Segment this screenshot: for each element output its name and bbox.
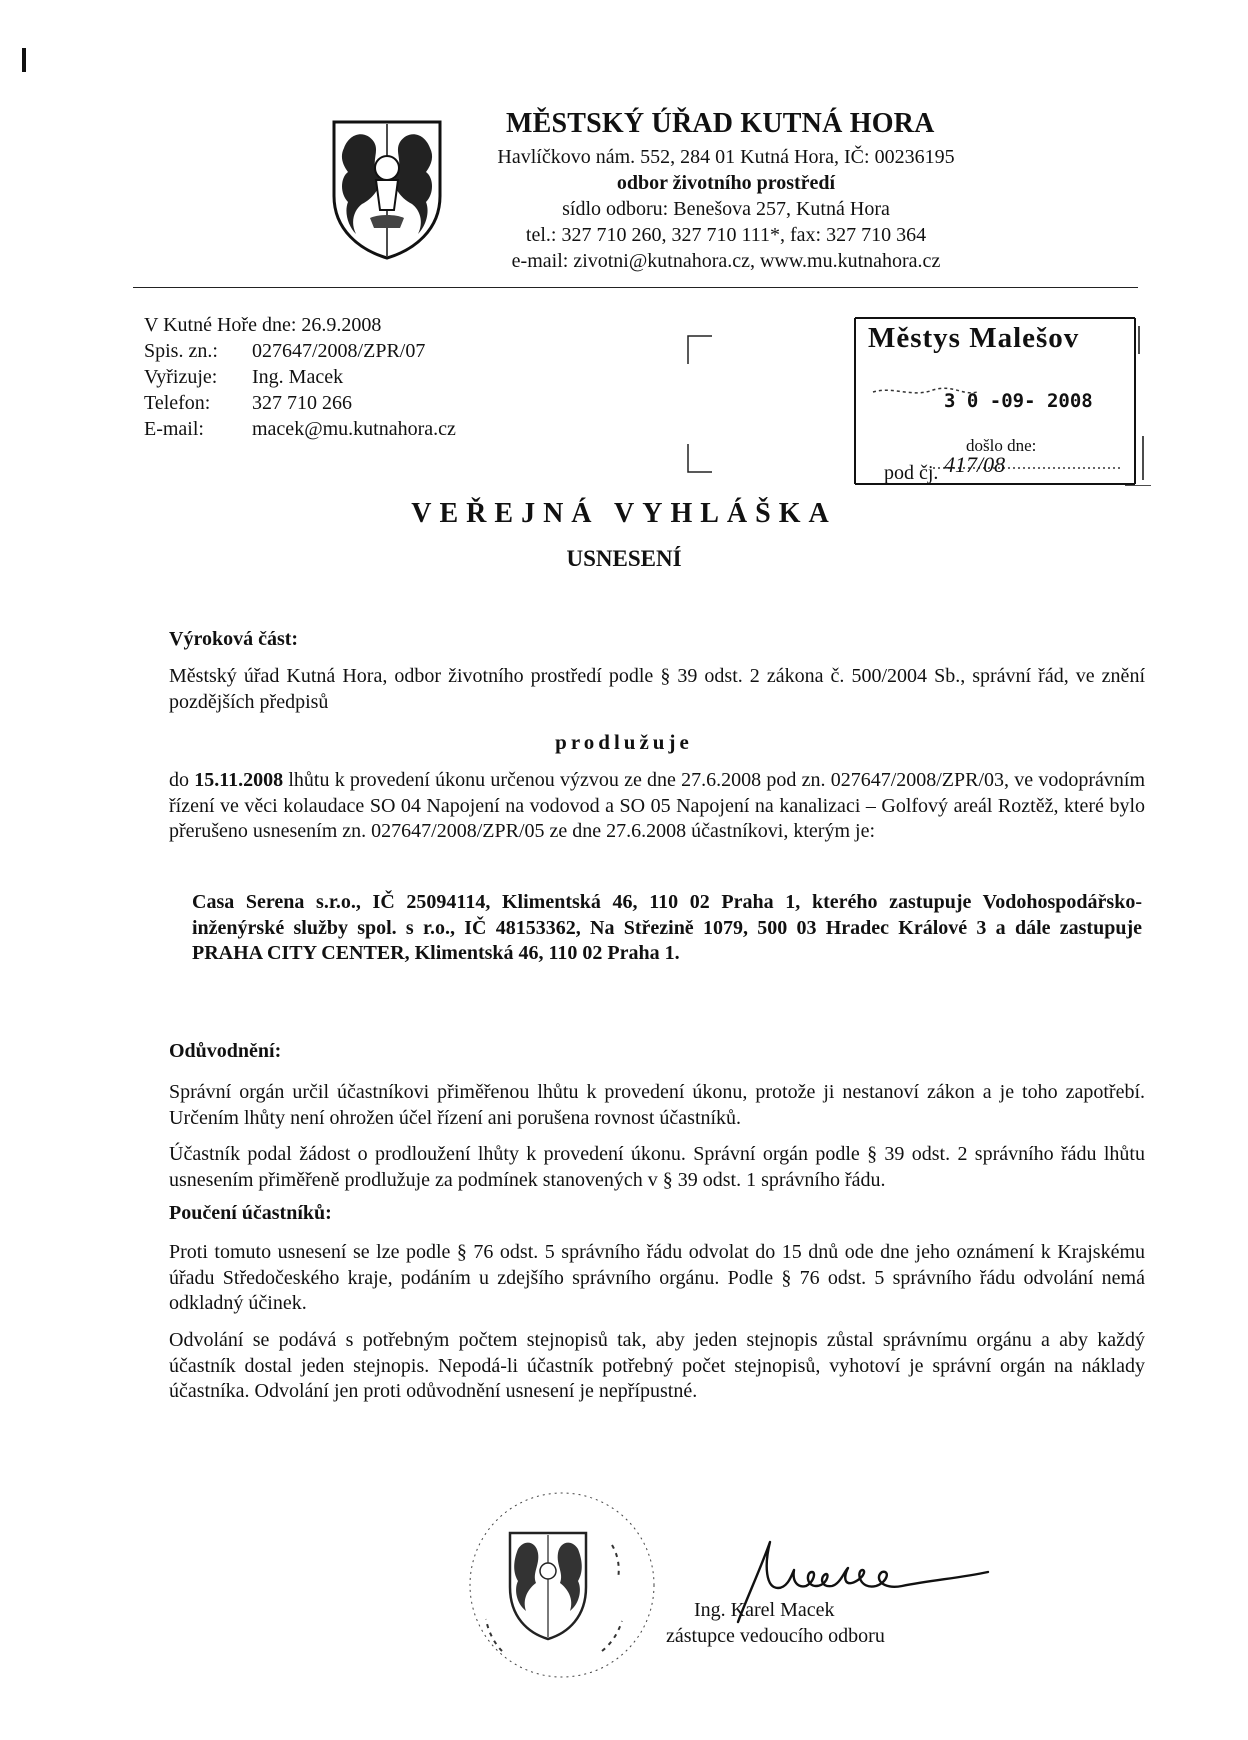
meta-value: 027647/2008/ZPR/07 — [252, 340, 426, 362]
operative-body — [169, 768, 1145, 845]
instruction-paragraph-1: Proti tomuto usnesení se lze podle § 76 odst. 5 správního řádu odvolat do 15 dnů ode dne jeho oznámení k Krajskému úřadu Středočeského kraje, podáním u zdejšího správního orgánu. Podle § 76 odst. 5 správního řádu odvolání nemá odkladný účinek. — [169, 1241, 1145, 1315]
header-divider — [133, 287, 1138, 288]
department-seat: sídlo odboru: Benešova 257, Kutná Hora — [562, 198, 890, 220]
city-crest-icon — [330, 118, 444, 260]
meta-row-file — [144, 338, 456, 364]
signatory-name: Ing. Karel Macek — [694, 1599, 835, 1621]
meta-row-email — [144, 416, 456, 442]
signatory-role: zástupce vedoucího odboru — [666, 1625, 885, 1647]
scan-mark — [22, 48, 26, 72]
operative-verb: prodlužuje — [555, 730, 693, 754]
reasoning-paragraph-1: Správní orgán určil účastníkovi přiměřenou lhůtu k provedení úkonu, protože ji nestanoví zákon a je toho zapotřebí. Určením lhůty není ohrožen účel řízení ani porušena rovnost účastníků. — [169, 1081, 1145, 1129]
operative-heading: Výroková část: — [169, 628, 299, 650]
operative-text: lhůtu k provedení úkonu určenou výzvou ze dne 27.6.2008 pod zn. 027647/2008/ZPR/03, ve vodoprávním řízení ve věci kolaudace SO 04 Napojení na vodovod a SO 05 Napojení na kanalizaci – Golfový areál Roztěž, které bylo přerušeno usnesením zn. 027647/2008/ZPR/05 ze dne 27.6.2008 účastníkovi, kterým je: — [169, 769, 1146, 843]
meta-row-phone — [144, 390, 456, 416]
document-title: VEŘEJNÁ VYHLÁŠKA — [411, 498, 837, 529]
reasoning-heading: Odůvodnění: — [169, 1040, 282, 1062]
instruction-heading: Poučení účastníků: — [169, 1202, 332, 1224]
department-name: odbor životního prostředí — [616, 172, 836, 194]
meta-label: Vyřizuje: — [144, 366, 218, 388]
meta-label: E-mail: — [144, 418, 204, 440]
meta-label: Telefon: — [144, 392, 211, 414]
operative-intro: Městský úřad Kutná Hora, odbor životního prostředí podle § 39 odst. 2 zákona č. 500/2004 Sb., správní řád, ve znění pozdějších předpisů — [169, 665, 1145, 713]
document-subtitle: USNESENÍ — [566, 546, 682, 571]
meta-value: macek@mu.kutnahora.cz — [252, 418, 456, 440]
operative-prefix: do — [169, 769, 189, 791]
official-seal — [462, 1475, 662, 1695]
stamp-date: 3 0 -09- 2008 — [944, 390, 1093, 412]
instruction-paragraph-2: Odvolání se podává s potřebným počtem stejnopisů tak, aby jeden stejnopis zůstal správnímu orgánu a aby každý účastník dostal jeden stejnopis. Nepodá-li účastník potřebný počet stejnopisů, vyhotoví je správní orgán na náklady účastníka. Odvolání jen proti odůvodnění usnesení je nepřípustné. — [169, 1329, 1145, 1403]
address-window-bracket — [686, 334, 716, 474]
meta-label: Spis. zn.: — [144, 340, 218, 362]
meta-value: 327 710 266 — [252, 392, 352, 414]
stamp-ref-label: pod čj. — [884, 462, 939, 484]
stamp-received-label: došlo dne: — [966, 436, 1037, 455]
office-address: Havlíčkovo nám. 552, 284 01 Kutná Hora, IČ: 00236195 — [497, 146, 955, 168]
office-name: MĚSTSKÝ ÚŘAD KUTNÁ HORA — [506, 108, 935, 139]
reference-block — [144, 312, 456, 442]
reasoning-paragraph-2: Účastník podal žádost o prodloužení lhůty k provedení úkonu. Správní orgán podle § 39 odst. 2 správního řádu lhůtu usnesením přiměřeně prodlužuje za podmínek stanovených v § 39 odst. 1 správního řádu. — [169, 1143, 1145, 1191]
meta-label: V Kutné Hoře dne: — [144, 314, 297, 336]
meta-value: Ing. Macek — [252, 366, 344, 388]
operative-deadline: 15.11.2008 — [194, 769, 284, 791]
meta-row-date — [144, 312, 456, 338]
stamp-title: Městys Malešov — [868, 322, 1080, 354]
office-phones: tel.: 327 710 260, 327 710 111*, fax: 327 710 364 — [525, 224, 927, 246]
meta-value: 26.9.2008 — [301, 314, 382, 336]
stamp-ref-value: 417/08 — [944, 452, 1006, 477]
party-block: Casa Serena s.r.o., IČ 25094114, Klimentská 46, 110 02 Praha 1, kterého zastupuje Vodohospodářsko-inženýrské služby spol. s r.o., IČ 48153362, Na Střezině 1079, 500 03 Hradec Králové 3 a dále zastupuje PRAHA CITY CENTER, Klimentská 46, 110 02 Praha 1. — [192, 891, 1142, 965]
meta-row-handler — [144, 364, 456, 390]
office-contact: e-mail: zivotni@kutnahora.cz, www.mu.kutnahora.cz — [511, 250, 941, 272]
